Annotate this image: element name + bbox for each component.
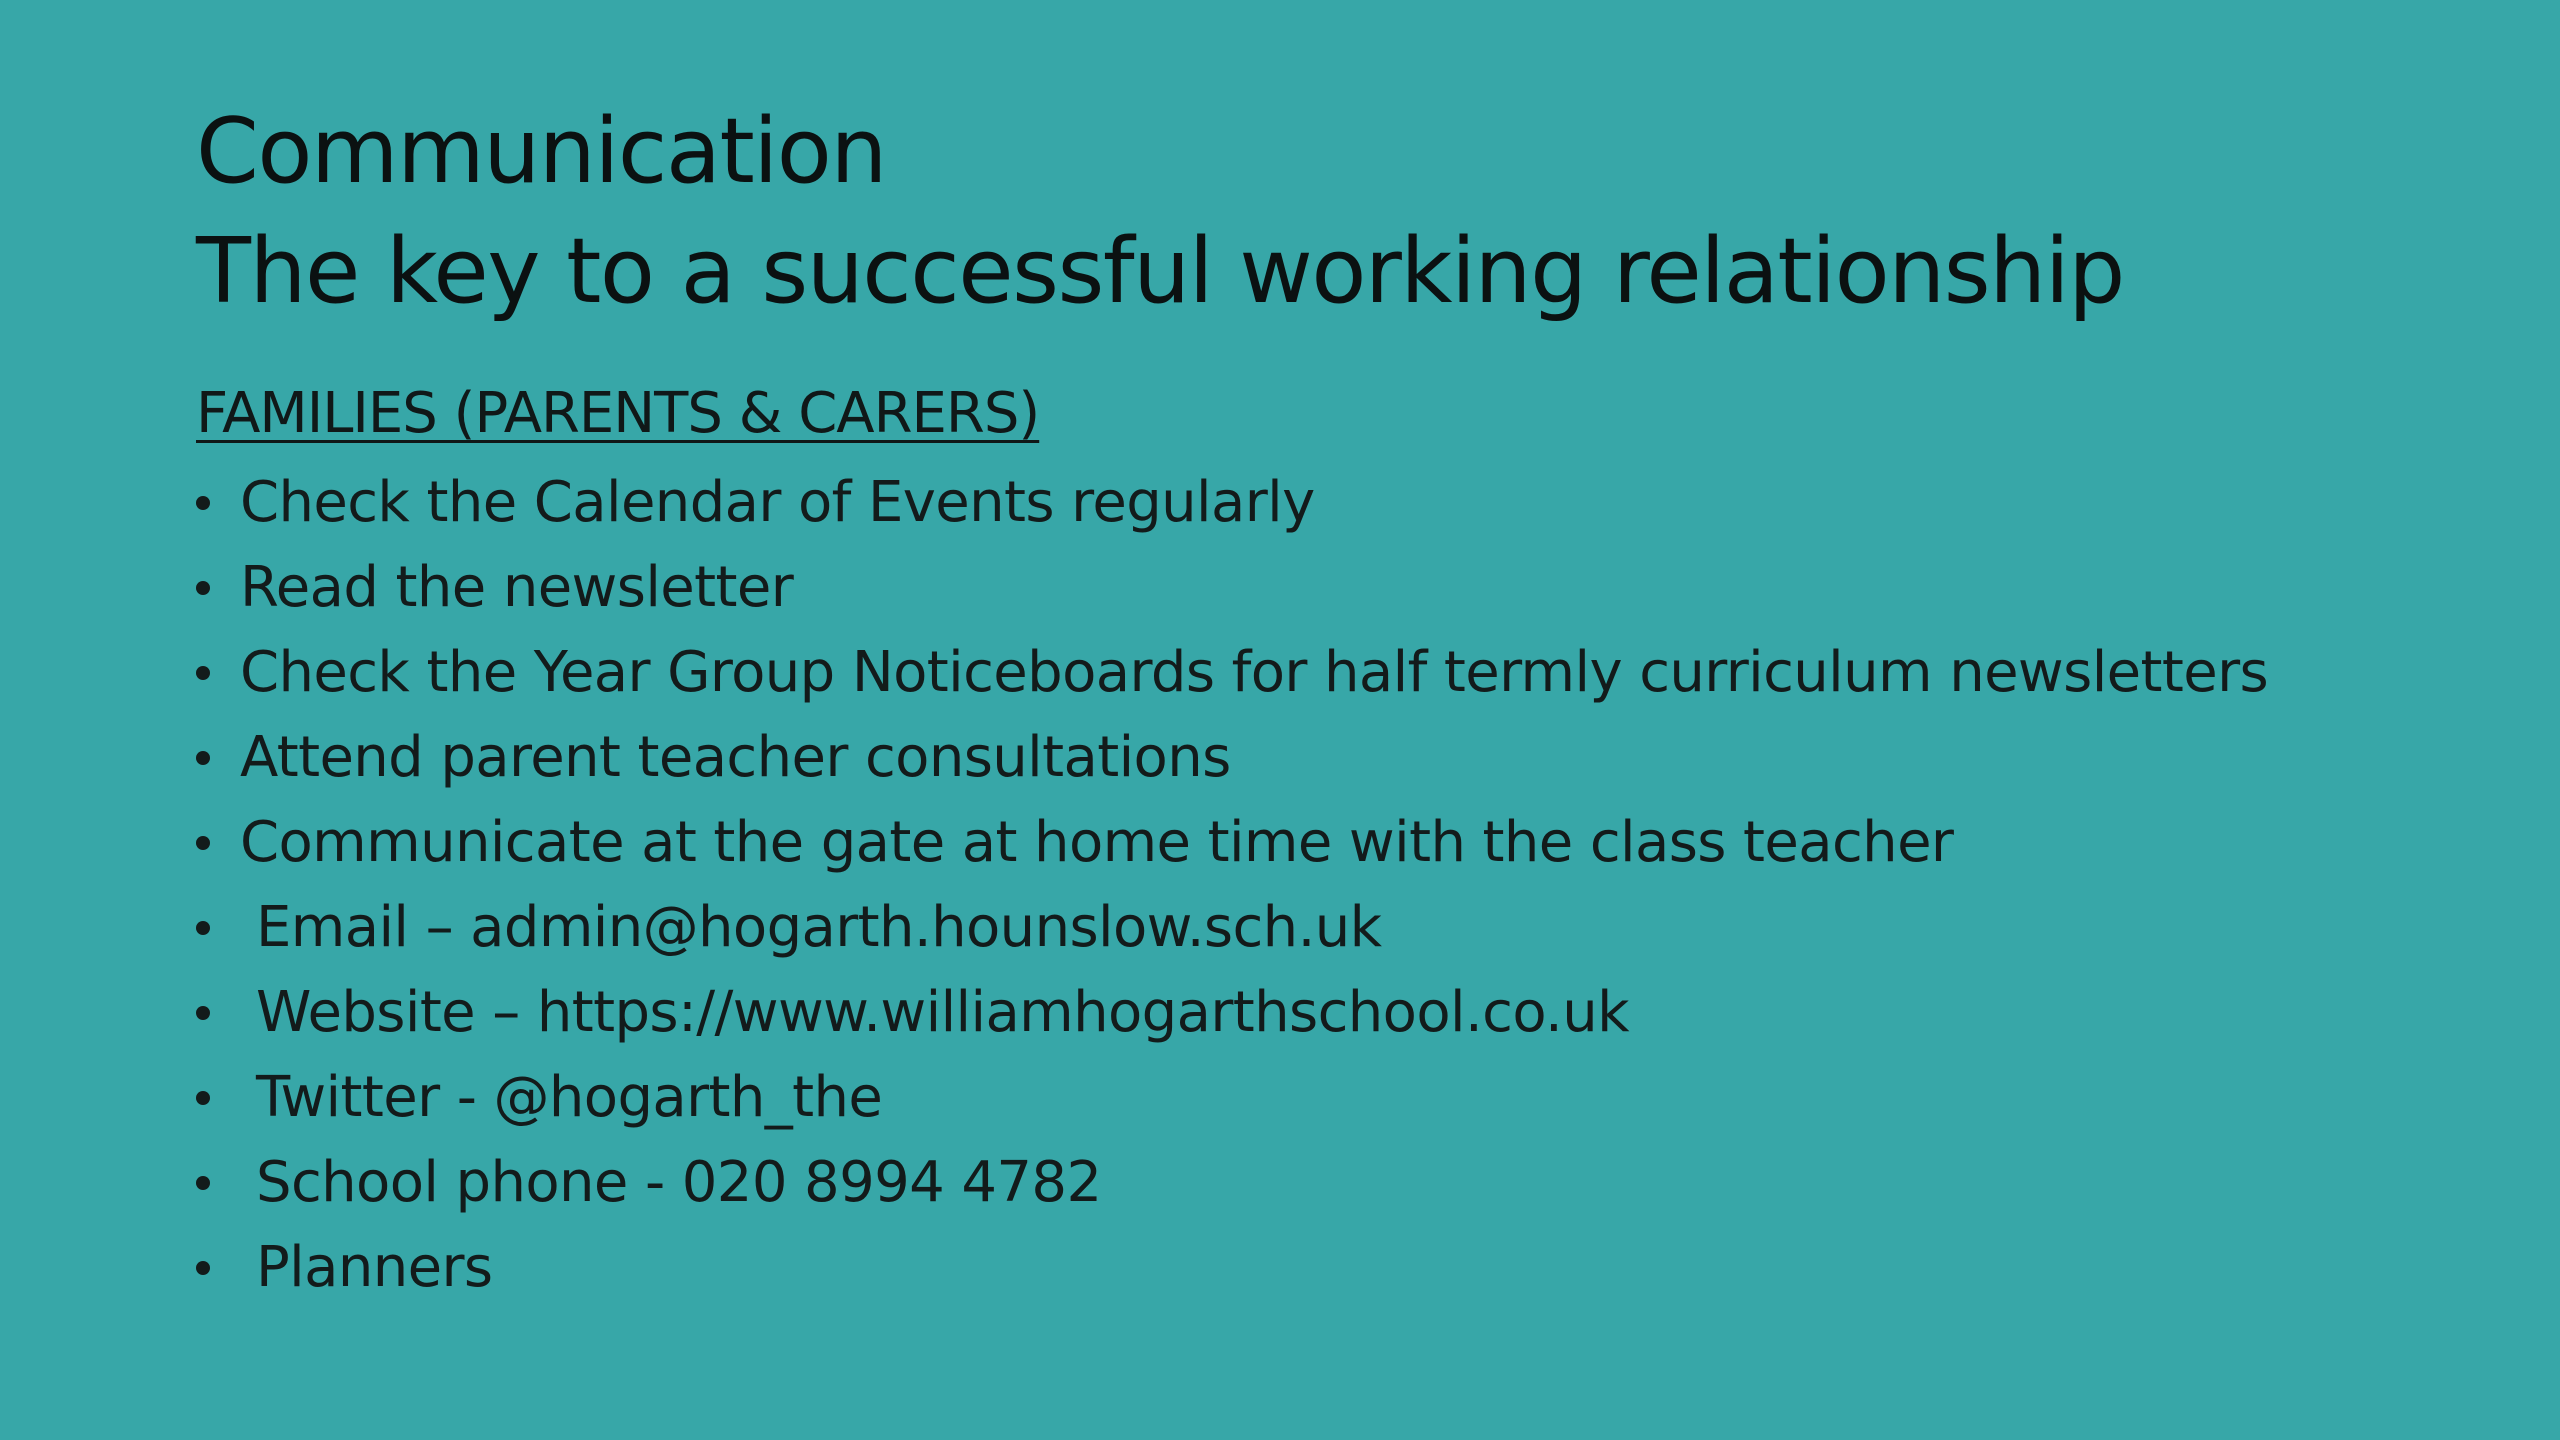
- bullet-dot-icon: [196, 1261, 210, 1275]
- bullet-dot-icon: [196, 1176, 210, 1190]
- slide-subtitle: The key to a successful working relationship: [196, 219, 2124, 324]
- bullet-dot-icon: [196, 1006, 210, 1020]
- bullet-item-phone: [196, 1140, 2496, 1225]
- bullet-dot-icon: [196, 751, 210, 765]
- bullet-dot-icon: [196, 666, 210, 680]
- bullet-item-gate: [196, 800, 2496, 885]
- slide-title: Communication: [196, 99, 886, 204]
- bullet-text: Email – admin@hogarth.hounslow.sch.uk: [256, 895, 1382, 960]
- bullet-item-newsletter: [196, 545, 2496, 630]
- bullet-list: [196, 460, 2496, 1310]
- bullet-item-twitter: [196, 1055, 2496, 1140]
- bullet-dot-icon: [196, 1091, 210, 1105]
- bullet-dot-icon: [196, 581, 210, 595]
- title-block: [196, 92, 2396, 332]
- bullet-text: Check the Year Group Noticeboards for half termly curriculum newsletters: [240, 640, 2269, 705]
- bullet-dot-icon: [196, 496, 210, 510]
- bullet-text: Attend parent teacher consultations: [240, 725, 1231, 790]
- bullet-text: School phone - 020 8994 4782: [256, 1150, 1102, 1215]
- bullet-item-email: [196, 885, 2496, 970]
- bullet-text: Website – https://www.williamhogarthschool.co.uk: [256, 980, 1629, 1045]
- bullet-item-calendar: [196, 460, 2496, 545]
- bullet-text: Check the Calendar of Events regularly: [240, 470, 1315, 535]
- bullet-item-noticeboards: [196, 630, 2496, 715]
- section-heading: FAMILIES (PARENTS & CARERS): [196, 381, 1040, 446]
- bullet-item-consultations: [196, 715, 2496, 800]
- bullet-item-website: [196, 970, 2496, 1055]
- bullet-item-planners: [196, 1225, 2496, 1310]
- bullet-dot-icon: [196, 921, 210, 935]
- bullet-text: Planners: [256, 1235, 493, 1300]
- bullet-text: Communicate at the gate at home time with the class teacher: [240, 810, 1954, 875]
- slide-content: [196, 378, 2496, 1310]
- bullet-text: Twitter - @hogarth_the: [256, 1065, 883, 1130]
- bullet-dot-icon: [196, 836, 210, 850]
- bullet-text: Read the newsletter: [240, 555, 794, 620]
